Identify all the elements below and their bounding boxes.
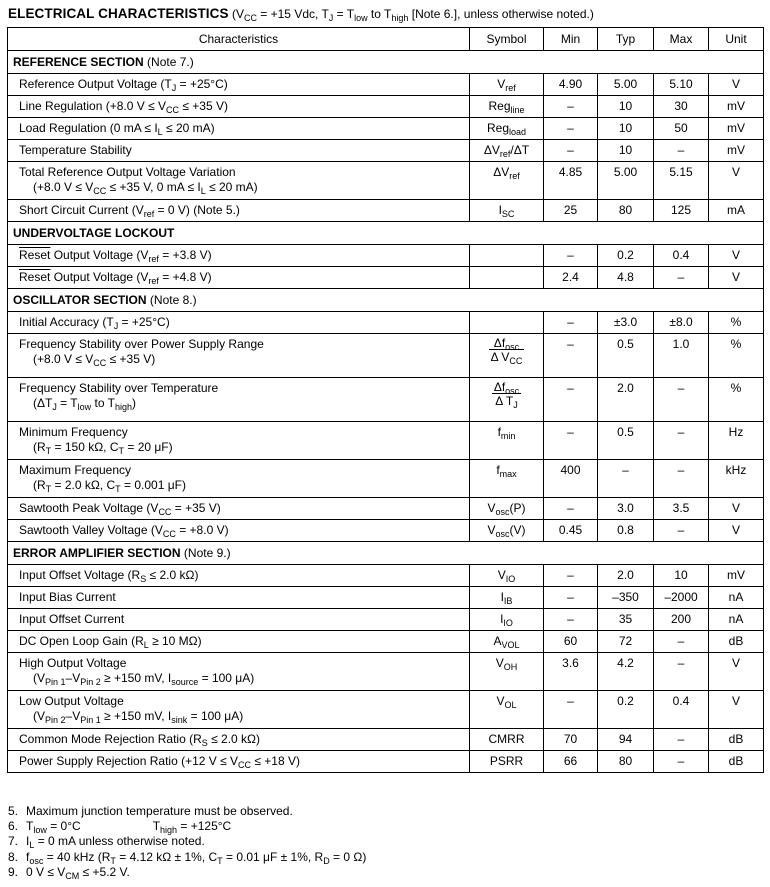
unit-cell: % [709,334,764,378]
max-cell: 0.4 [654,245,709,267]
typ-cell: 0.5 [598,422,654,460]
typ-cell: 72 [598,631,654,653]
symbol-cell: $V_{OH}$ [470,653,544,691]
max-cell: – [654,520,709,542]
max-cell: – [654,653,709,691]
table-row [8,162,764,200]
typ-cell: – [598,460,654,498]
typ-cell: 2.0 [598,565,654,587]
min-cell: 4.85 [544,162,598,200]
table-row [8,140,764,162]
typ-cell: 4.2 [598,653,654,691]
section-title: REFERENCE SECTION (Note 7.) [8,51,764,74]
characteristic-cell: Input Offset Current [8,609,470,631]
min-cell: – [544,378,598,422]
table-row [8,609,764,631]
typ-cell: 10 [598,96,654,118]
section-title: OSCILLATOR SECTION (Note 8.) [8,289,764,312]
section-title: ERROR AMPLIFIER SECTION (Note 9.) [8,542,764,565]
min-cell: 400 [544,460,598,498]
typ-cell: 35 [598,609,654,631]
min-cell: – [544,140,598,162]
symbol-cell [470,267,544,289]
header-max: Max [654,28,709,51]
footnote-5: 5. Maximum junction temperature must be observed. [8,804,293,818]
max-cell: 5.15 [654,162,709,200]
max-cell: – [654,267,709,289]
table-row [8,378,764,422]
characteristic-cell: Sawtooth Valley Voltage ($V_{CC} = +8.0$ V) [8,520,470,542]
min-cell: – [544,334,598,378]
unit-cell: dB [709,751,764,773]
symbol-cell: $V_{IO}$ [470,565,544,587]
unit-cell: V [709,162,764,200]
max-cell: – [654,631,709,653]
min-cell: 0.45 [544,520,598,542]
min-cell: 25 [544,200,598,222]
symbol-cell: $\Delta V_{ref}/\Delta T$ [470,140,544,162]
table-row [8,245,764,267]
symbol-cell: $A_{VOL}$ [470,631,544,653]
max-cell: – [654,422,709,460]
max-cell: 1.0 [654,334,709,378]
unit-cell: mA [709,200,764,222]
footnote-8: 8. $f_{osc} = 40$ kHz ($R_T = 4.12$ kΩ ± 1%, $C_T = 0.01$ μF ± 1%, $R_D = 0$ Ω) [8,849,367,866]
symbol-cell: $I_{SC}$ [470,200,544,222]
characteristic-cell: Reference Output Voltage $(T_J = +25^\circ C)$ [8,74,470,96]
section-title: UNDERVOLTAGE LOCKOUT [8,222,764,245]
min-cell: – [544,565,598,587]
max-cell: 0.4 [654,691,709,729]
symbol-cell: PSRR [470,751,544,773]
table-header-row [8,28,764,51]
unit-cell: mV [709,96,764,118]
min-cell: 70 [544,729,598,751]
symbol-cell [470,378,544,422]
section-row-oscillator [8,289,764,312]
header-symbol: Symbol [470,28,544,51]
table-row [8,631,764,653]
characteristic-cell: Input Bias Current [8,587,470,609]
table-row [8,653,764,691]
table-row [8,312,764,334]
typ-cell: –350 [598,587,654,609]
characteristic-cell: Input Offset Voltage ($R_S \le 2.0$ kΩ) [8,565,470,587]
unit-cell: mV [709,565,764,587]
symbol-cell: $I_{IB}$ [470,587,544,609]
table-row [8,520,764,542]
max-cell: 5.10 [654,74,709,96]
footnote-6: 6. $T_{low} = 0^\circ C$ $T_{high} = +125^\circ C$ [8,819,232,836]
table-row [8,74,764,96]
typ-cell: 4.8 [598,267,654,289]
symbol-cell: $\Delta V_{ref}$ [470,162,544,200]
min-cell: – [544,609,598,631]
title-conditions: ($V_{CC} = +15$ Vdc, $T_J = T_{low}$ to $T_{high}$ [Note 6.], unless otherwise noted.) [231,7,594,23]
table-row [8,565,764,587]
min-cell: – [544,118,598,140]
unit-cell: mV [709,118,764,140]
symbol-cell: $I_{IO}$ [470,609,544,631]
typ-cell: 3.0 [598,498,654,520]
table-row [8,334,764,378]
characteristic-cell: Minimum Frequency ($R_T = 150$ kΩ, $C_T = 20$ μF) [8,422,470,460]
fraction: $\frac{\Delta f_{osc}}{\Delta V_{CC}}$ [490,336,523,366]
max-cell: – [654,378,709,422]
min-cell: 3.6 [544,653,598,691]
symbol-cell [470,312,544,334]
symbol-cell [470,334,544,378]
footnote-7: 7. $I_L = 0$ mA unless otherwise noted. [8,834,205,851]
max-cell: –2000 [654,587,709,609]
unit-cell: V [709,653,764,691]
max-cell: 30 [654,96,709,118]
symbol-cell [470,245,544,267]
typ-cell: 0.5 [598,334,654,378]
header-characteristics: Characteristics [8,28,470,51]
typ-cell: 94 [598,729,654,751]
characteristic-cell: Frequency Stability over Power Supply Range (+8.0 $V \le V_{CC} \le +35$ V) [8,334,470,378]
header-min: Min [544,28,598,51]
typ-cell: 80 [598,751,654,773]
unit-cell: V [709,691,764,729]
typ-cell: 0.2 [598,245,654,267]
section-row-error-amplifier [8,542,764,565]
typ-cell: 10 [598,118,654,140]
unit-cell: V [709,498,764,520]
min-cell: – [544,312,598,334]
symbol-cell: $V_{osc}(P)$ [470,498,544,520]
symbol-cell: $V_{ref}$ [470,74,544,96]
unit-cell: V [709,267,764,289]
min-cell: – [544,96,598,118]
characteristic-cell: Maximum Frequency ($R_T = 2.0$ kΩ, $C_T = 0.001$ μF) [8,460,470,498]
max-cell: 125 [654,200,709,222]
max-cell: – [654,140,709,162]
table-row [8,96,764,118]
section-row-reference [8,51,764,74]
unit-cell: dB [709,729,764,751]
symbol-cell: $f_{max}$ [470,460,544,498]
header-unit: Unit [709,28,764,51]
footnotes [8,804,366,880]
symbol-cell: $V_{OL}$ [470,691,544,729]
min-cell: 60 [544,631,598,653]
table-row [8,200,764,222]
unit-cell: mV [709,140,764,162]
characteristic-cell: Power Supply Rejection Ratio (+12 $V \le V_{CC} \le +18$ V) [8,751,470,773]
symbol-cell: Reg$_{load}$ [470,118,544,140]
table-row [8,729,764,751]
table-row [8,118,764,140]
typ-cell: 80 [598,200,654,222]
min-cell: – [544,587,598,609]
header-typ: Typ [598,28,654,51]
characteristic-cell: Reset Output Voltage ($V_{ref} = +3.8$ V) [8,245,470,267]
max-cell: 200 [654,609,709,631]
characteristic-cell: Sawtooth Peak Voltage ($V_{CC} = +35$ V) [8,498,470,520]
fraction: $\frac{\Delta f_{osc}}{\Delta T_J}$ [493,380,520,410]
unit-cell: V [709,74,764,96]
characteristic-cell: High Output Voltage ($V_{Pin 1}-V_{Pin 2} \ge +150$ mV, $I_{source} = 100$ μA) [8,653,470,691]
min-cell: 4.90 [544,74,598,96]
max-cell: – [654,751,709,773]
characteristic-cell: Load Regulation (0 mA ≤ $I_L \le 20$ mA) [8,118,470,140]
unit-cell: Hz [709,422,764,460]
footnote-9: 9. 0 $V \le V_{CM} \le +5.2$ V. [8,864,130,881]
max-cell: 10 [654,565,709,587]
table-row [8,498,764,520]
symbol-cell: $f_{min}$ [470,422,544,460]
symbol-cell: CMRR [470,729,544,751]
typ-cell: 0.2 [598,691,654,729]
unit-cell: dB [709,631,764,653]
typ-cell: 5.00 [598,162,654,200]
characteristic-cell: Temperature Stability [8,140,470,162]
characteristic-cell: Initial Accuracy $(T_J = +25^\circ C)$ [8,312,470,334]
table-row [8,460,764,498]
section-row-undervoltage [8,222,764,245]
unit-cell: nA [709,609,764,631]
table-row [8,422,764,460]
characteristic-cell: Frequency Stability over Temperature ($\Delta T_J = T_{low}$ to $T_{high}$) [8,378,470,422]
typ-cell: ±3.0 [598,312,654,334]
max-cell: – [654,460,709,498]
symbol-cell: Reg$_{line}$ [470,96,544,118]
unit-cell: % [709,312,764,334]
table-row [8,751,764,773]
unit-cell: V [709,520,764,542]
unit-cell: nA [709,587,764,609]
characteristic-cell: Reset Output Voltage ($V_{ref} = +4.8$ V) [8,267,470,289]
symbol-cell: $V_{osc}(V)$ [470,520,544,542]
title-main: ELECTRICAL CHARACTERISTICS [8,6,229,21]
characteristic-cell: Short Circuit Current ($V_{ref} = 0$ V) (Note 5.) [8,200,470,222]
typ-cell: 2.0 [598,378,654,422]
min-cell: – [544,422,598,460]
max-cell: ±8.0 [654,312,709,334]
max-cell: – [654,729,709,751]
table-row [8,691,764,729]
characteristic-cell: Total Reference Output Voltage Variation (+8.0 $V \le V_{CC} \le +35$ V, 0 mA ≤ $I_L \le 20$ mA) [8,162,470,200]
table-row [8,267,764,289]
typ-cell: 0.8 [598,520,654,542]
typ-cell: 5.00 [598,74,654,96]
min-cell: – [544,691,598,729]
min-cell: – [544,498,598,520]
unit-cell: % [709,378,764,422]
unit-cell: V [709,245,764,267]
min-cell: – [544,245,598,267]
max-cell: 3.5 [654,498,709,520]
max-cell: 50 [654,118,709,140]
min-cell: 2.4 [544,267,598,289]
min-cell: 66 [544,751,598,773]
characteristic-cell: Line Regulation (+8.0 $V \le V_{CC} \le +35$ V) [8,96,470,118]
electrical-characteristics-table [7,27,764,773]
characteristic-cell: Common Mode Rejection Ratio ($R_S \le 2.0$ kΩ) [8,729,470,751]
table-row [8,587,764,609]
typ-cell: 10 [598,140,654,162]
unit-cell: kHz [709,460,764,498]
page-title [8,6,594,21]
characteristic-cell: DC Open Loop Gain ($R_L \ge 10$ MΩ) [8,631,470,653]
characteristic-cell: Low Output Voltage ($V_{Pin 2}-V_{Pin 1} \ge +150$ mV, $I_{sink} = 100$ μA) [8,691,470,729]
